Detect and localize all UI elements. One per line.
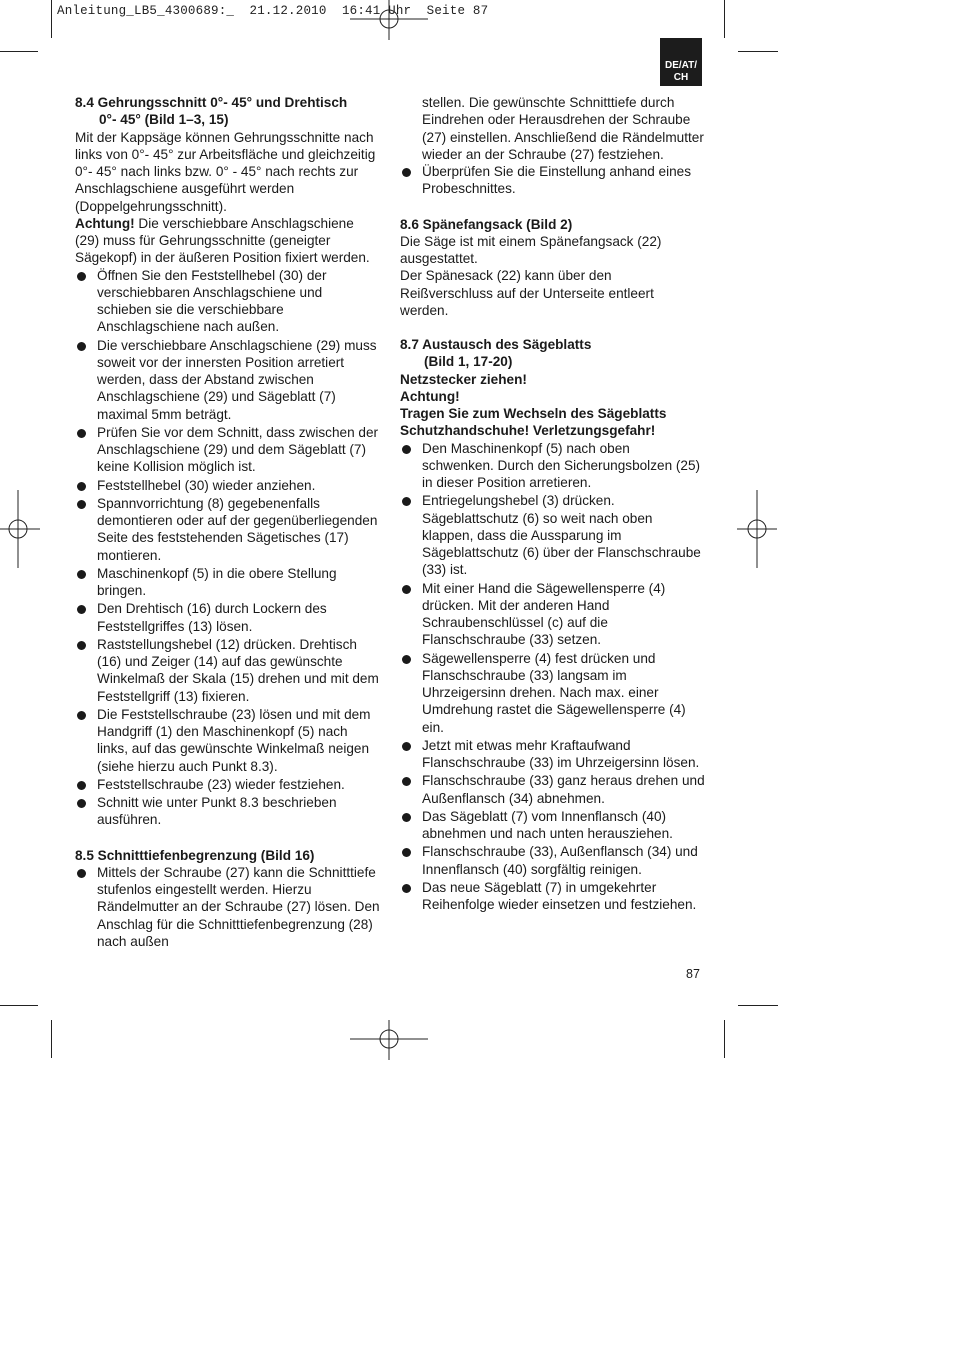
section-8-5-steps xyxy=(75,864,380,950)
section-8-7-warning-2: Achtung! xyxy=(400,388,460,404)
list-item: Raststellungshebel (12) drücken. Drehtisch (16) und Zeiger (14) auf das gewünschte Winkelmaß der Skala (15) drehen und mit dem Feststellgriff (13) fixieren. xyxy=(75,636,380,705)
section-8-7-warning-3: Tragen Sie zum Wechseln des Sägeblatts Schutzhandschuhe! Verletzungsgefahr! xyxy=(400,406,667,439)
page-number: 87 xyxy=(686,967,700,981)
list-item: Maschinenkopf (5) in die obere Stellung bringen. xyxy=(75,565,380,600)
section-8-5-heading: 8.5 Schnitttiefenbegrenzung (Bild 16) xyxy=(75,847,315,863)
list-item: Jetzt mit etwas mehr Kraftaufwand Flanschschraube (33) im Uhrzeigersinn lösen. xyxy=(400,737,705,772)
list-item: Feststellschraube (23) wieder festziehen. xyxy=(75,776,380,793)
crop-mark-bottom-right-h xyxy=(738,1005,778,1006)
crop-mark-top-right-v xyxy=(724,0,725,38)
crop-mark-bottom-left-v xyxy=(51,1020,52,1058)
list-item: Den Maschinenkopf (5) nach oben schwenken. Durch den Sicherungsbolzen (25) in dieser Position arretieren. xyxy=(400,440,705,492)
registration-mark-bottom xyxy=(350,1020,428,1060)
list-item: Überprüfen Sie die Einstellung anhand eines Probeschnittes. xyxy=(400,163,705,198)
language-tab-line2: CH xyxy=(673,72,689,83)
crop-mark-top-left-v xyxy=(51,0,52,38)
list-item: Die verschiebbare Anschlagschiene (29) muss soweit vor der innersten Position arretiert werden, dass der Abstand zwischen Anschlagschiene (29) und Sägeblatt (7) maximal 5mm beträgt. xyxy=(75,337,380,423)
section-8-7-steps xyxy=(400,440,705,914)
list-item: Das neue Sägeblatt (7) in umgekehrter Reihenfolge wieder einsetzen und festziehen. xyxy=(400,879,705,914)
registration-mark-left xyxy=(0,490,40,568)
section-8-7-warning-1: Netzstecker ziehen! xyxy=(400,371,527,387)
list-item: Schnitt wie unter Punkt 8.3 beschrieben ausführen. xyxy=(75,794,380,829)
right-column xyxy=(400,94,705,914)
list-item: Mit einer Hand die Sägewellensperre (4) drücken. Mit der anderen Hand Schraubenschlüssel (c) auf die Flanschschraube (33) setzen. xyxy=(400,580,705,649)
list-item: Flanschschraube (33), Außenflansch (34) und Innenflansch (40) sorgfältig reinigen. xyxy=(400,843,705,878)
list-item: Den Drehtisch (16) durch Lockern des Feststellgriffes (13) lösen. xyxy=(75,600,380,635)
list-item: Prüfen Sie vor dem Schnitt, dass zwischen der Anschlagschiene (29) und dem Sägeblatt (7) keine Kollision möglich ist. xyxy=(75,424,380,476)
section-8-4-steps xyxy=(75,267,380,829)
list-item: Das Sägeblatt (7) vom Innenflansch (40) abnehmen und nach unten herausziehen. xyxy=(400,808,705,843)
section-8-6-p2: Der Spänesack (22) kann über den Reißverschluss auf der Unterseite entleert werden. xyxy=(400,268,654,318)
crop-mark-top-left-h xyxy=(0,51,38,52)
crop-mark-bottom-right-v xyxy=(724,1020,725,1058)
section-8-6-p1: Die Säge ist mit einem Spänefangsack (22) ausgestattet. xyxy=(400,233,662,266)
registration-mark-right xyxy=(737,490,777,568)
crop-mark-bottom-left-h xyxy=(0,1005,38,1006)
left-column xyxy=(75,94,380,951)
list-item: Spannvorrichtung (8) gegebenenfalls demontieren oder auf der gegenüberliegenden Seite des feststehenden Sägetisches (17) montieren. xyxy=(75,495,380,564)
list-item: Mittels der Schraube (27) kann die Schnitttiefe stufenlos eingestellt werden. Hierzu Rändelmutter an der Schraube (27) lösen. Den Anschlag für die Schnitttiefenbegrenzung (28) nach außen xyxy=(75,864,380,950)
list-item: Sägewellensperre (4) fest drücken und Flanschschraube (33) langsam im Uhrzeigersinn drehen. Nach max. einer Umdrehung rastet die Sägewellensperre (4) ein. xyxy=(400,650,705,736)
section-8-6-heading: 8.6 Spänefangsack (Bild 2) xyxy=(400,216,573,232)
language-tab-line1: DE/AT/ xyxy=(664,60,698,71)
registration-mark-top xyxy=(350,0,428,40)
section-8-4-warning: Achtung! Die verschiebbare Anschlagschiene (29) muss für Gehrungsschnitte (geneigter Sägekopf) in der äußeren Position fixiert werden. xyxy=(75,215,370,266)
list-item: Die Feststellschraube (23) lösen und mit dem Handgriff (1) den Maschinenkopf (5) nach links, auf das gewünschte Winkelmaß neigen (siehe hierzu auch Punkt 8.3). xyxy=(75,706,380,775)
list-item: Feststellhebel (30) wieder anziehen. xyxy=(75,477,380,494)
section-8-5-steps-cont xyxy=(400,163,705,198)
section-8-5-continued: stellen. Die gewünschte Schnitttiefe durch Eindrehen oder Herausdrehen der Schraube (27) einstellen. Anschließend die Rändelmutter wieder an der Schraube (27) festziehen. xyxy=(422,95,704,162)
print-slug: Anleitung_LB5_4300689:_ 21.12.2010 16:41 Uhr Seite 87 xyxy=(57,4,489,18)
section-8-7-heading: 8.7 Austausch des Sägeblatts (Bild 1, 17-20) xyxy=(400,337,592,370)
section-8-4-intro: Mit der Kappsäge können Gehrungsschnitte nach links von 0°- 45° zur Arbeitsfläche und gleichzeitig 0°- 45° nach links bzw. 0° - 45° nach rechts zur Anschlagschiene ausgeführt werden (Doppelgehrungsschnitt). xyxy=(75,129,376,214)
list-item: Entriegelungshebel (3) drücken. Sägeblattschutz (6) so weit nach oben klappen, dass die Aussparung im Sägeblattschutz (6) über der Flanschschraube (33) ist. xyxy=(400,492,705,578)
list-item: Öffnen Sie den Feststellhebel (30) der verschiebbaren Anschlagschiene und schieben sie die verschiebbare Anschlagschiene nach außen. xyxy=(75,267,380,336)
list-item: Flanschschraube (33) ganz heraus drehen und Außenflansch (34) abnehmen. xyxy=(400,772,705,807)
section-8-4-heading: 8.4 Gehrungsschnitt 0°- 45° und Drehtisch 0°- 45° (Bild 1–3, 15) xyxy=(75,95,348,128)
language-tab xyxy=(660,38,702,86)
crop-mark-top-right-h xyxy=(738,51,778,52)
